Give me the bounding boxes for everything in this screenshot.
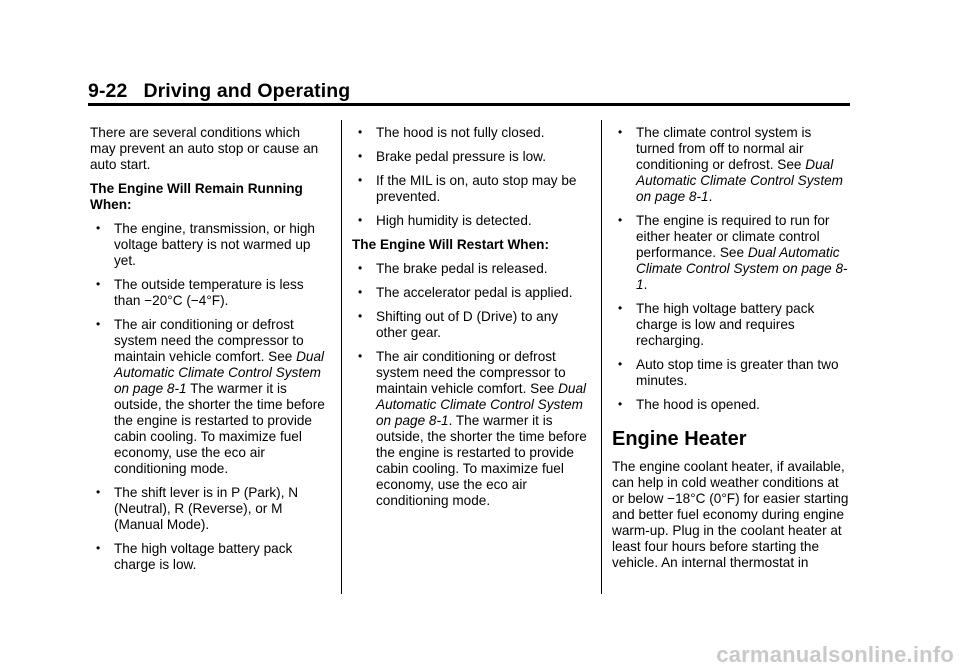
bullet-icon: • bbox=[358, 261, 363, 275]
bullet-icon: • bbox=[358, 125, 363, 139]
bullet-icon: • bbox=[96, 221, 101, 235]
bullet-icon: • bbox=[358, 173, 363, 187]
column-divider-1 bbox=[341, 120, 342, 594]
page-number: 9-22 bbox=[88, 80, 128, 102]
list-item: • Shifting out of D (Drive) to any other gear. bbox=[358, 309, 559, 340]
list-item: • The outside temperature is less than −20°C (−4°F). bbox=[96, 277, 304, 308]
remain-running-list bbox=[90, 221, 328, 573]
bullet-icon: • bbox=[96, 317, 101, 331]
bullet-icon: • bbox=[618, 357, 623, 371]
column-1 bbox=[90, 125, 328, 581]
bullet-icon: • bbox=[96, 485, 101, 499]
list-item: • The engine is required to run for either heater or climate control performance. See Dual Automatic Climate Control System on page 8-1. bbox=[618, 213, 848, 292]
section-title: Driving and Operating bbox=[143, 80, 351, 102]
climate-control-link[interactable]: Dual Automatic Climate Control System on page 8-1 bbox=[636, 245, 848, 292]
climate-control-link[interactable]: Dual Automatic Climate Control System on page 8-1 bbox=[114, 349, 325, 396]
list-item: • The high voltage battery pack charge is low and requires recharging. bbox=[618, 301, 815, 348]
list-item: • Brake pedal pressure is low. bbox=[358, 149, 547, 164]
column-3 bbox=[612, 125, 850, 579]
list-item: • The high voltage battery pack charge is low. bbox=[96, 541, 293, 572]
engine-heater-heading: Engine Heater bbox=[612, 428, 747, 450]
list-item: • High humidity is detected. bbox=[358, 213, 532, 228]
remain-running-heading: The Engine Will Remain Running When: bbox=[90, 181, 303, 212]
bullet-icon: • bbox=[358, 285, 363, 299]
remain-running-list-continued bbox=[352, 125, 590, 229]
bullet-icon: • bbox=[618, 397, 623, 411]
list-item: • The accelerator pedal is applied. bbox=[358, 285, 573, 300]
list-item: • The climate control system is turned from off to normal air conditioning or defrost. See Dual Automatic Climate Control System on page 8-1. bbox=[618, 125, 843, 204]
bullet-icon: • bbox=[618, 125, 623, 139]
bullet-icon: • bbox=[358, 309, 363, 323]
list-item: • The engine, transmission, or high voltage battery is not warmed up yet. bbox=[96, 221, 315, 268]
bullet-icon: • bbox=[96, 541, 101, 555]
bullet-icon: • bbox=[358, 149, 363, 163]
column-2 bbox=[352, 125, 590, 517]
header-rule bbox=[88, 103, 850, 106]
list-item: • If the MIL is on, auto stop may be prevented. bbox=[358, 173, 577, 204]
list-item: • The hood is not fully closed. bbox=[358, 125, 545, 140]
bullet-icon: • bbox=[618, 213, 623, 227]
bullet-icon: • bbox=[618, 301, 623, 315]
bullet-icon: • bbox=[358, 349, 363, 363]
page-header bbox=[88, 80, 350, 103]
restart-list bbox=[352, 261, 590, 509]
column-divider-2 bbox=[601, 120, 602, 594]
bullet-icon: • bbox=[96, 277, 101, 291]
engine-heater-paragraph: The engine coolant heater, if available, can help in cold weather conditions at or below −18°C (0°F) for easier starting and better fuel economy during engine warm-up. Plug in the coolant heater at least four hours before starting the vehicle. An internal thermostat in bbox=[612, 459, 849, 570]
list-item: • Auto stop time is greater than two minutes. bbox=[618, 357, 839, 388]
restart-heading: The Engine Will Restart When: bbox=[352, 237, 549, 252]
climate-control-link[interactable]: Dual Automatic Climate Control System on page 8-1 bbox=[636, 157, 843, 204]
restart-list-continued bbox=[612, 125, 850, 413]
list-item: • The air conditioning or defrost system need the compressor to maintain vehicle comfort. See Dual Automatic Climate Control System on page 8-1 The warmer it is outside, the shorter the time before the engine is restarted to provide cabin cooling. To maximize fuel economy, use the eco air conditioning mode. bbox=[96, 317, 325, 476]
list-item: • The air conditioning or defrost system need the compressor to maintain vehicle comfort. See Dual Automatic Climate Control System on page 8-1. The warmer it is outside, the shorter the time before the engine is restarted to provide cabin cooling. To maximize fuel economy, use the eco air conditioning mode. bbox=[358, 349, 587, 508]
climate-control-link[interactable]: Dual Automatic Climate Control System on page 8-1 bbox=[376, 381, 587, 428]
list-item: • The hood is opened. bbox=[618, 397, 760, 412]
list-item: • The brake pedal is released. bbox=[358, 261, 548, 276]
intro-paragraph: There are several conditions which may prevent an auto stop or cause an auto start. bbox=[90, 125, 319, 172]
bullet-icon: • bbox=[358, 213, 363, 227]
watermark-text: carmanualsonline.info bbox=[716, 642, 954, 667]
list-item: • The shift lever is in P (Park), N (Neutral), R (Reverse), or M (Manual Mode). bbox=[96, 485, 299, 532]
